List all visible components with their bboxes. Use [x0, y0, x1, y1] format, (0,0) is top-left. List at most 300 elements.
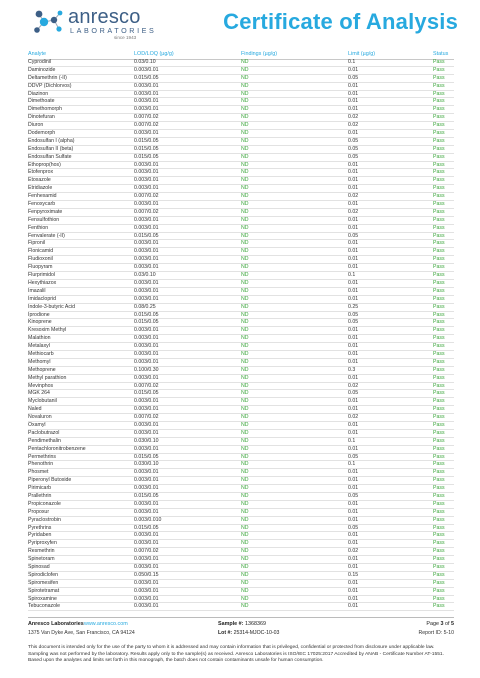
- table-row: [28, 162, 454, 170]
- analyte-name: Flonicamid: [28, 248, 54, 255]
- analyte-name: Methyl parathion: [28, 374, 67, 381]
- status-value: Pass: [433, 311, 445, 318]
- analyte-name: Spinosad: [28, 564, 50, 570]
- table-row: [28, 422, 454, 430]
- status-value: Pass: [433, 130, 445, 137]
- sample-label: Sample #:: [218, 621, 244, 627]
- lod-loq-value: 0.003/0.01: [134, 595, 159, 602]
- lod-loq-value: 0.003/0.010: [134, 516, 162, 523]
- status-value: Pass: [433, 232, 445, 239]
- analyte-name: Endosulfan I (alpha): [28, 137, 75, 144]
- findings-value: ND: [241, 587, 249, 594]
- limit-value: 0.05: [348, 311, 359, 318]
- lod-loq-value: 0.015/0.05: [134, 311, 159, 318]
- table-row: [28, 185, 454, 193]
- lod-loq-value: 0.003/0.01: [134, 477, 159, 484]
- status-value: Pass: [433, 153, 445, 160]
- table-row: [28, 312, 454, 320]
- lod-loq-value: 0.03/0.10: [134, 59, 156, 65]
- limit-value: 0.05: [348, 319, 359, 326]
- table-row: [28, 469, 454, 477]
- lod-loq-value: 0.003/0.01: [134, 603, 159, 610]
- table-row: [28, 359, 454, 367]
- limit-value: 0.01: [348, 185, 359, 192]
- lod-loq-value: 0.003/0.01: [134, 445, 159, 452]
- status-value: Pass: [433, 106, 445, 113]
- limit-value: 0.15: [348, 571, 359, 578]
- status-value: Pass: [433, 327, 445, 334]
- limit-value: 0.3: [348, 366, 356, 373]
- column-header-limit: Limit (µg/g): [348, 51, 376, 57]
- table-row: [28, 67, 454, 75]
- page-header: [0, 0, 480, 44]
- table-row: [28, 256, 454, 264]
- status-value: Pass: [433, 398, 445, 405]
- findings-value: ND: [241, 82, 249, 89]
- findings-value: ND: [241, 358, 249, 365]
- status-value: Pass: [433, 264, 445, 271]
- analyte-name: Resmethrin: [28, 548, 55, 555]
- analyte-name: Dodemorph: [28, 130, 56, 137]
- status-value: Pass: [433, 98, 445, 105]
- findings-value: ND: [241, 114, 249, 121]
- analyte-name: Novaluron: [28, 414, 52, 421]
- limit-value: 0.01: [348, 335, 359, 342]
- table-row: [28, 319, 454, 327]
- table-row: [28, 304, 454, 312]
- lod-loq-value: 0.015/0.05: [134, 232, 159, 239]
- limit-value: 0.05: [348, 492, 359, 499]
- table-row: [28, 280, 454, 288]
- page-total: 5: [451, 621, 454, 627]
- analyte-name: Metalaxyl: [28, 343, 50, 350]
- table-row: [28, 138, 454, 146]
- analyte-name: Endosulfan II (beta): [28, 145, 74, 152]
- status-value: Pass: [433, 208, 445, 215]
- findings-value: ND: [241, 524, 249, 531]
- analyte-name: Methoprene: [28, 366, 56, 373]
- status-value: Pass: [433, 272, 445, 279]
- analyte-name: Dinotefuran: [28, 114, 55, 121]
- status-value: Pass: [433, 564, 445, 570]
- findings-value: ND: [241, 272, 249, 279]
- lod-loq-value: 0.003/0.01: [134, 564, 159, 570]
- analyte-name: Fenvalerate (-II): [28, 232, 65, 239]
- findings-value: ND: [241, 66, 249, 73]
- limit-value: 0.02: [348, 193, 359, 200]
- table-row: [28, 383, 454, 391]
- limit-value: 0.01: [348, 279, 359, 286]
- limit-value: 0.01: [348, 287, 359, 294]
- analyte-name: Pendimethalin: [28, 437, 61, 444]
- limit-value: 0.1: [348, 461, 356, 468]
- lod-loq-value: 0.003/0.01: [134, 508, 159, 515]
- status-value: Pass: [433, 469, 445, 476]
- lod-loq-value: 0.003/0.01: [134, 406, 159, 413]
- findings-value: ND: [241, 90, 249, 97]
- lod-loq-value: 0.003/0.01: [134, 398, 159, 405]
- status-value: Pass: [433, 335, 445, 342]
- analyte-name: Spirotetramat: [28, 587, 60, 594]
- limit-value: 0.01: [348, 106, 359, 113]
- lod-loq-value: 0.015/0.05: [134, 153, 159, 160]
- findings-value: ND: [241, 327, 249, 334]
- status-value: Pass: [433, 74, 445, 81]
- lod-loq-value: 0.003/0.01: [134, 421, 159, 428]
- status-value: Pass: [433, 279, 445, 286]
- lod-loq-value: 0.003/0.01: [134, 343, 159, 350]
- findings-value: ND: [241, 208, 249, 215]
- analyte-name: Pirimicarb: [28, 485, 52, 492]
- document-title: Certificate of Analysis: [223, 9, 458, 34]
- limit-value: 0.01: [348, 90, 359, 97]
- lod-loq-value: 0.003/0.01: [134, 287, 159, 294]
- lod-loq-value: 0.003/0.01: [134, 279, 159, 286]
- table-row: [28, 430, 454, 438]
- limit-value: 0.1: [348, 272, 356, 279]
- limit-value: 0.02: [348, 548, 359, 555]
- table-row: [28, 225, 454, 233]
- findings-value: ND: [241, 137, 249, 144]
- analyte-name: Diazinon: [28, 90, 49, 97]
- findings-value: ND: [241, 421, 249, 428]
- analyte-name: Indole-3-butyric Acid: [28, 303, 75, 310]
- limit-value: 0.01: [348, 556, 359, 563]
- findings-value: ND: [241, 603, 249, 610]
- analyte-name: Methiocarb: [28, 350, 54, 357]
- table-row: [28, 201, 454, 209]
- status-value: Pass: [433, 556, 445, 563]
- findings-value: ND: [241, 390, 249, 397]
- analyte-name: Daminozide: [28, 66, 56, 73]
- analyte-name: Dimethoate: [28, 98, 55, 105]
- lod-loq-value: 0.003/0.01: [134, 429, 159, 436]
- lod-loq-value: 0.007/0.02: [134, 193, 159, 200]
- lod-loq-value: 0.03/0.10: [134, 272, 156, 279]
- lod-loq-value: 0.003/0.01: [134, 358, 159, 365]
- analyte-name: Fenthion: [28, 224, 49, 231]
- table-row: [28, 296, 454, 304]
- limit-value: 0.01: [348, 579, 359, 586]
- lot-value: 25314-MJOC-10-03: [233, 630, 280, 636]
- findings-value: ND: [241, 185, 249, 192]
- results-table: [28, 59, 454, 611]
- table-row: [28, 398, 454, 406]
- limit-value: 0.01: [348, 485, 359, 492]
- analyte-name: Fludioxonil: [28, 256, 53, 263]
- findings-value: ND: [241, 540, 249, 547]
- analyte-name: Iprodione: [28, 311, 50, 318]
- limit-value: 0.01: [348, 469, 359, 476]
- analyte-name: Fensulfothion: [28, 216, 60, 223]
- analyte-name: Mevinphos: [28, 382, 54, 389]
- lod-loq-value: 0.007/0.02: [134, 208, 159, 215]
- column-header-lod-loq: LOD/LOQ (µg/g): [134, 51, 174, 57]
- analyte-name: Diuron: [28, 122, 44, 129]
- analyte-name: Pyraclostrobin: [28, 516, 61, 523]
- table-row: [28, 351, 454, 359]
- analyte-name: Propoxur: [28, 508, 50, 515]
- status-value: Pass: [433, 193, 445, 200]
- limit-value: 0.02: [348, 114, 359, 121]
- lod-loq-value: 0.003/0.01: [134, 185, 159, 192]
- findings-value: ND: [241, 532, 249, 539]
- findings-value: ND: [241, 343, 249, 350]
- findings-value: ND: [241, 177, 249, 184]
- status-value: Pass: [433, 240, 445, 247]
- analyte-name: DDVP (Dichlorvos): [28, 82, 72, 89]
- limit-value: 0.01: [348, 421, 359, 428]
- limit-value: 0.01: [348, 406, 359, 413]
- findings-value: ND: [241, 122, 249, 129]
- table-row: [28, 548, 454, 556]
- limit-value: 0.05: [348, 153, 359, 160]
- status-value: Pass: [433, 366, 445, 373]
- limit-value: 0.01: [348, 98, 359, 105]
- table-row: [28, 106, 454, 114]
- findings-value: ND: [241, 145, 249, 152]
- status-value: Pass: [433, 122, 445, 129]
- status-value: Pass: [433, 603, 445, 610]
- findings-value: ND: [241, 232, 249, 239]
- lod-loq-value: 0.003/0.01: [134, 374, 159, 381]
- limit-value: 0.01: [348, 240, 359, 247]
- limit-value: 0.05: [348, 137, 359, 144]
- analyte-name: Flurprimidol: [28, 272, 56, 279]
- table-row: [28, 564, 454, 572]
- findings-value: ND: [241, 216, 249, 223]
- status-value: Pass: [433, 177, 445, 184]
- findings-value: ND: [241, 287, 249, 294]
- findings-value: ND: [241, 398, 249, 405]
- findings-value: ND: [241, 130, 249, 137]
- findings-value: ND: [241, 564, 249, 570]
- status-value: Pass: [433, 540, 445, 547]
- table-row: [28, 154, 454, 162]
- table-row: [28, 169, 454, 177]
- findings-value: ND: [241, 500, 249, 507]
- limit-value: 0.01: [348, 248, 359, 255]
- findings-value: ND: [241, 508, 249, 515]
- analyte-name: Imazalil: [28, 287, 46, 294]
- analyte-name: Ethoprop(hos): [28, 161, 61, 168]
- lod-loq-value: 0.015/0.05: [134, 319, 159, 326]
- analyte-name: Phosmet: [28, 469, 49, 476]
- table-row: [28, 556, 454, 564]
- status-value: Pass: [433, 492, 445, 499]
- table-row: [28, 83, 454, 91]
- findings-value: ND: [241, 445, 249, 452]
- limit-value: 0.01: [348, 374, 359, 381]
- table-row: [28, 477, 454, 485]
- limit-value: 0.05: [348, 232, 359, 239]
- lod-loq-value: 0.003/0.01: [134, 106, 159, 113]
- analyte-name: Spiroxamine: [28, 595, 57, 602]
- analyte-name: Deltamethrin (-II): [28, 74, 67, 81]
- table-row: [28, 98, 454, 106]
- status-value: Pass: [433, 421, 445, 428]
- limit-value: 0.01: [348, 216, 359, 223]
- table-row: [28, 75, 454, 83]
- table-row: [28, 580, 454, 588]
- lod-loq-value: 0.003/0.01: [134, 201, 159, 208]
- limit-value: 0.02: [348, 414, 359, 421]
- analyte-name: Methomyl: [28, 358, 51, 365]
- status-value: Pass: [433, 216, 445, 223]
- table-row: [28, 572, 454, 580]
- analyte-name: Pentachloronitrobenzene: [28, 445, 86, 452]
- table-row: [28, 367, 454, 375]
- status-value: Pass: [433, 508, 445, 515]
- findings-value: ND: [241, 571, 249, 578]
- lod-loq-value: 0.003/0.01: [134, 295, 159, 302]
- limit-value: 0.02: [348, 208, 359, 215]
- limit-value: 0.05: [348, 453, 359, 460]
- analyte-name: Tebuconazole: [28, 603, 61, 610]
- findings-value: ND: [241, 98, 249, 105]
- limit-value: 0.01: [348, 327, 359, 334]
- lod-loq-value: 0.007/0.02: [134, 548, 159, 555]
- table-row: [28, 414, 454, 422]
- table-row: [28, 501, 454, 509]
- logo-name: anresco: [68, 6, 141, 28]
- table-row: [28, 264, 454, 272]
- limit-value: 0.01: [348, 358, 359, 365]
- findings-value: ND: [241, 469, 249, 476]
- table-row: [28, 146, 454, 154]
- limit-value: 0.1: [348, 59, 356, 65]
- table-row: [28, 461, 454, 469]
- sample-number: [218, 621, 266, 627]
- table-row: [28, 343, 454, 351]
- status-value: Pass: [433, 59, 445, 65]
- status-value: Pass: [433, 390, 445, 397]
- lod-loq-value: 0.003/0.01: [134, 350, 159, 357]
- status-value: Pass: [433, 350, 445, 357]
- findings-value: ND: [241, 106, 249, 113]
- table-row: [28, 59, 454, 67]
- lod-loq-value: 0.003/0.01: [134, 500, 159, 507]
- status-value: Pass: [433, 224, 445, 231]
- limit-value: 0.01: [348, 587, 359, 594]
- lod-loq-value: 0.003/0.01: [134, 240, 159, 247]
- status-value: Pass: [433, 406, 445, 413]
- lod-loq-value: 0.003/0.01: [134, 556, 159, 563]
- footer-divider: [28, 617, 454, 618]
- findings-value: ND: [241, 461, 249, 468]
- findings-value: ND: [241, 374, 249, 381]
- lod-loq-value: 0.015/0.05: [134, 145, 159, 152]
- analyte-name: Kinoprene: [28, 319, 52, 326]
- status-value: Pass: [433, 287, 445, 294]
- lod-loq-value: 0.015/0.05: [134, 492, 159, 499]
- lot-label: Lot #:: [218, 630, 233, 636]
- analyte-name: Fluopyram: [28, 264, 53, 271]
- table-row: [28, 540, 454, 548]
- analyte-name: Pyrethrins: [28, 524, 52, 531]
- limit-value: 0.25: [348, 303, 359, 310]
- findings-value: ND: [241, 240, 249, 247]
- table-row: [28, 272, 454, 280]
- table-row: [28, 217, 454, 225]
- limit-value: 0.01: [348, 508, 359, 515]
- status-value: Pass: [433, 303, 445, 310]
- page-current: 3: [440, 621, 444, 627]
- analyte-name: Etofenprox: [28, 169, 54, 176]
- table-row: [28, 335, 454, 343]
- analyte-name: MGK 264: [28, 390, 50, 397]
- table-row: [28, 209, 454, 217]
- findings-value: ND: [241, 319, 249, 326]
- lod-loq-value: 0.015/0.05: [134, 390, 159, 397]
- limit-value: 0.02: [348, 382, 359, 389]
- lod-loq-value: 0.015/0.05: [134, 453, 159, 460]
- lod-loq-value: 0.003/0.01: [134, 335, 159, 342]
- analyte-name: Fenhexamid: [28, 193, 57, 200]
- limit-value: 0.01: [348, 477, 359, 484]
- lod-loq-value: 0.003/0.01: [134, 485, 159, 492]
- findings-value: ND: [241, 366, 249, 373]
- analyte-name: Permethrins: [28, 453, 56, 460]
- limit-value: 0.01: [348, 177, 359, 184]
- lab-address: 1375 Van Dyke Ave, San Francisco, CA 94124: [28, 630, 135, 636]
- table-row: [28, 375, 454, 383]
- limit-value: 0.1: [348, 437, 356, 444]
- findings-value: ND: [241, 335, 249, 342]
- status-value: Pass: [433, 587, 445, 594]
- limit-value: 0.02: [348, 122, 359, 129]
- status-value: Pass: [433, 374, 445, 381]
- lod-loq-value: 0.003/0.01: [134, 216, 159, 223]
- table-row: [28, 240, 454, 248]
- analyte-name: Oxamyl: [28, 421, 46, 428]
- status-value: Pass: [433, 343, 445, 350]
- findings-value: ND: [241, 414, 249, 421]
- lod-loq-value: 0.003/0.01: [134, 540, 159, 547]
- status-value: Pass: [433, 66, 445, 73]
- findings-value: ND: [241, 169, 249, 176]
- analyte-name: Pyridaben: [28, 532, 52, 539]
- findings-value: ND: [241, 295, 249, 302]
- lab-website-link[interactable]: www.anresco.com: [84, 621, 128, 627]
- limit-value: 0.01: [348, 540, 359, 547]
- disclaimer-text: This document is intended only for the use of the party to whom it is addressed and may contain information that is privileged, confidential or protected from disclosure under applicable law. Sampling was not performed by the laboratory. Results apply only to the sample(s) as received. Anresco Laboratories is ISO/IEC 17025:2017 Accredited by ANAB - Certificate Number AT-1551. Based upon the analytes and limits set forth in this monograph, the batch does not contain contaminants unsafe for human consumption.: [28, 645, 444, 664]
- status-value: Pass: [433, 524, 445, 531]
- analyte-name: Spiromesifen: [28, 579, 59, 586]
- findings-value: ND: [241, 595, 249, 602]
- lod-loq-value: 0.003/0.01: [134, 177, 159, 184]
- lot-number: [218, 630, 279, 636]
- status-value: Pass: [433, 437, 445, 444]
- status-value: Pass: [433, 548, 445, 555]
- findings-value: ND: [241, 548, 249, 555]
- lab-name: Anresco Laboratories: [28, 621, 84, 627]
- status-value: Pass: [433, 516, 445, 523]
- lod-loq-value: 0.003/0.01: [134, 82, 159, 89]
- logo-since: since 1943: [114, 35, 137, 40]
- lod-loq-value: 0.003/0.01: [134, 469, 159, 476]
- table-row: [28, 390, 454, 398]
- findings-value: ND: [241, 453, 249, 460]
- table-row: [28, 130, 454, 138]
- table-row: [28, 122, 454, 130]
- table-row: [28, 248, 454, 256]
- table-row: [28, 233, 454, 241]
- analyte-name: Prallethrin: [28, 492, 52, 499]
- limit-value: 0.01: [348, 532, 359, 539]
- status-value: Pass: [433, 461, 445, 468]
- limit-value: 0.01: [348, 295, 359, 302]
